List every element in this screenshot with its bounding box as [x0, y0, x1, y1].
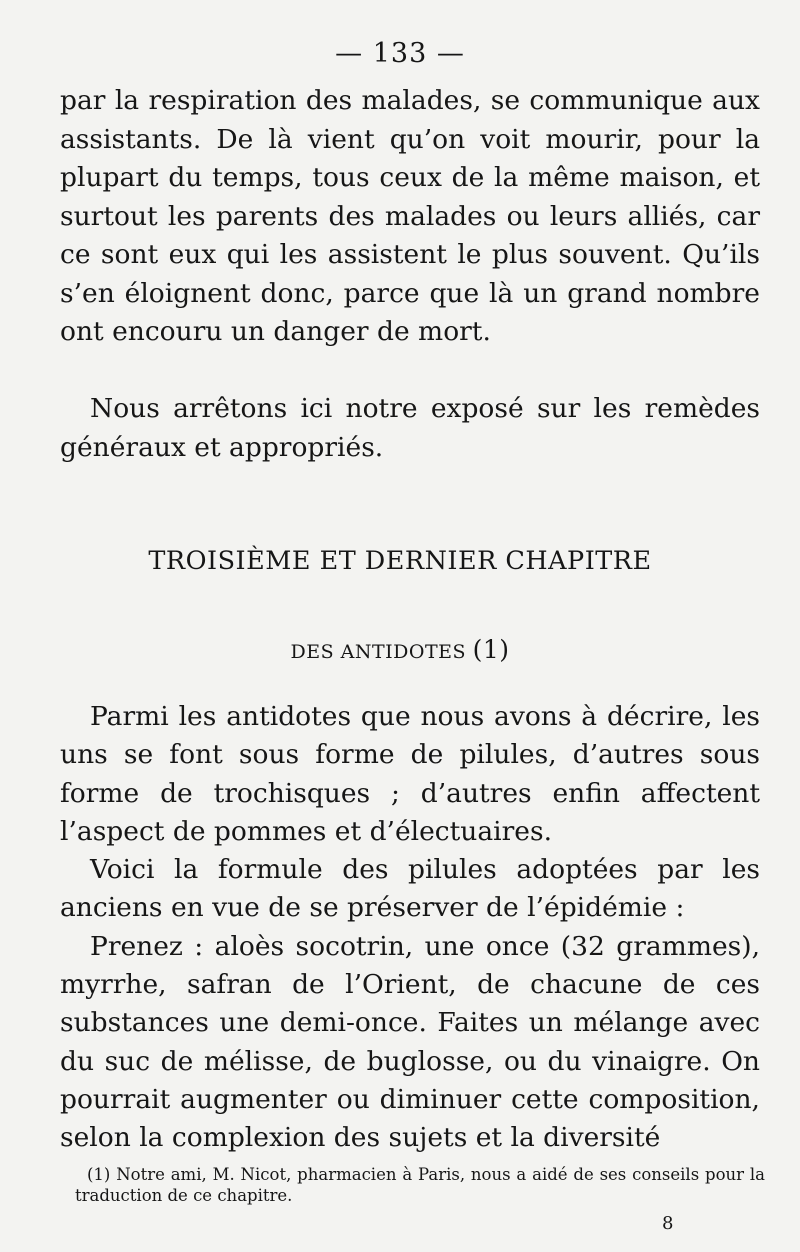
footnote: (1) Notre ami, M. Nicot, pharmacien à Paris, nous a aidé de ses conseils pour la traduction de ce chapitre.: [75, 1165, 765, 1205]
paragraph-recipe: Prenez : aloès socotrin, une once (32 grammes), myrrhe, safran de l’Orient, de chacune de ces substances une demi-once. Faites un mélange avec du suc de mélisse, de buglosse, ou du vinaigre. On pourrait augmenter ou diminuer cette composition, selon la complexion des sujets et la diversité: [60, 930, 760, 1154]
chapter-title: TROISIÈME ET DERNIER CHAPITRE: [148, 546, 652, 576]
signature-mark: 8: [662, 1213, 674, 1234]
paragraph-contagion: par la respiration des malades, se communique aux assistants. De là vient qu’on voit mourir, pour la plupart du temps, tous ceux de la même maison, et surtout les parents des malades ou leurs alliés, car ce sont eux qui les assistent le plus souvent. Qu’ils s’en éloignent donc, parce que là un grand nombre ont encouru un danger de mort.: [60, 85, 760, 347]
paragraph-formula-intro: Voici la formule des pilules adoptées par les anciens en vue de se préserver de l’épidémie :: [60, 854, 760, 924]
footnote-reference: (1): [472, 635, 510, 664]
section-title: [0, 635, 800, 664]
paragraph-antidotes: Parmi les antidotes que nous avons à décrire, les uns se font sous forme de pilules, d’autres sous forme de trochisques ; d’autres enfin affectent l’aspect de pommes et d’électuaires.: [60, 701, 760, 847]
page-number: — 133 —: [335, 38, 465, 69]
paragraph-conclusion: Nous arrêtons ici notre exposé sur les remèdes généraux et appropriés.: [60, 393, 760, 463]
section-title-text: DES ANTIDOTES: [290, 641, 467, 663]
body-text: [60, 698, 760, 1158]
